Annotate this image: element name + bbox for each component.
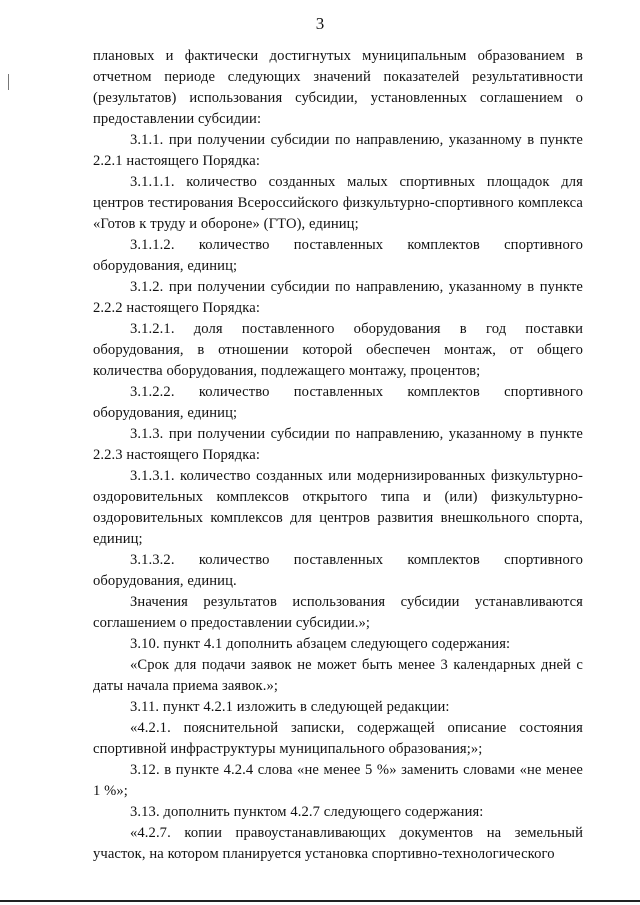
paragraph-14: 3.11. пункт 4.2.1 изложить в следующей редакции: <box>130 699 450 715</box>
paragraph-17: 3.13. дополнить пунктом 4.2.7 следующего содержания: <box>130 804 484 820</box>
page-bottom-edge <box>0 900 640 902</box>
document-body <box>93 46 583 865</box>
paragraph-18: «4.2.7. копии правоустанавливающих документов на земельный участок, на котором планируется установка спортивно-технологического <box>93 825 583 862</box>
paragraph-8: 3.1.3. при получении субсидии по направлению, указанному в пункте 2.2.3 настоящего Порядка: <box>93 426 583 463</box>
paragraph-12: 3.10. пункт 4.1 дополнить абзацем следующего содержания: <box>130 636 511 652</box>
paragraph-4: 3.1.1.2. количество поставленных комплектов спортивного оборудования, единиц; <box>93 237 583 274</box>
paragraph-1: плановых и фактически достигнутых муниципальным образованием в отчетном периоде следующих значений показателей результативности (результатов) использования субсидии, установленных соглашением о предоставлении субсидии: <box>93 48 583 127</box>
paragraph-5: 3.1.2. при получении субсидии по направлению, указанному в пункте 2.2.2 настоящего Порядка: <box>93 279 583 316</box>
paragraph-15: «4.2.1. пояснительной записки, содержащей описание состояния спортивной инфраструктуры муниципального образования;»; <box>93 720 583 757</box>
paragraph-16: 3.12. в пункте 4.2.4 слова «не менее 5 %» заменить словами «не менее 1 %»; <box>93 762 583 799</box>
paragraph-10: 3.1.3.2. количество поставленных комплектов спортивного оборудования, единиц. <box>93 552 583 589</box>
paragraph-13: «Срок для подачи заявок не может быть менее 3 календарных дней с даты начала приема заявок.»; <box>93 657 583 694</box>
paragraph-3: 3.1.1.1. количество созданных малых спортивных площадок для центров тестирования Всероссийского физкультурно-спортивного комплекса «Готов к труду и обороне» (ГТО), единиц; <box>93 174 583 232</box>
paragraph-11: Значения результатов использования субсидии устанавливаются соглашением о предоставлении субсидии.»; <box>93 594 583 631</box>
margin-mark <box>8 74 9 90</box>
paragraph-9: 3.1.3.1. количество созданных или модернизированных физкультурно-оздоровительных комплексов открытого типа и (или) физкультурно-оздоровительных комплексов для центров развития внешкольного спорта, единиц; <box>93 468 583 547</box>
page-number: 3 <box>315 14 325 33</box>
paragraph-6: 3.1.2.1. доля поставленного оборудования в год поставки оборудования, в отношении которой обеспечен монтаж, от общего количества оборудования, подлежащего монтажу, процентов; <box>93 321 583 379</box>
paragraph-2: 3.1.1. при получении субсидии по направлению, указанному в пункте 2.2.1 настоящего Порядка: <box>93 132 583 169</box>
paragraph-7: 3.1.2.2. количество поставленных комплектов спортивного оборудования, единиц; <box>93 384 583 421</box>
